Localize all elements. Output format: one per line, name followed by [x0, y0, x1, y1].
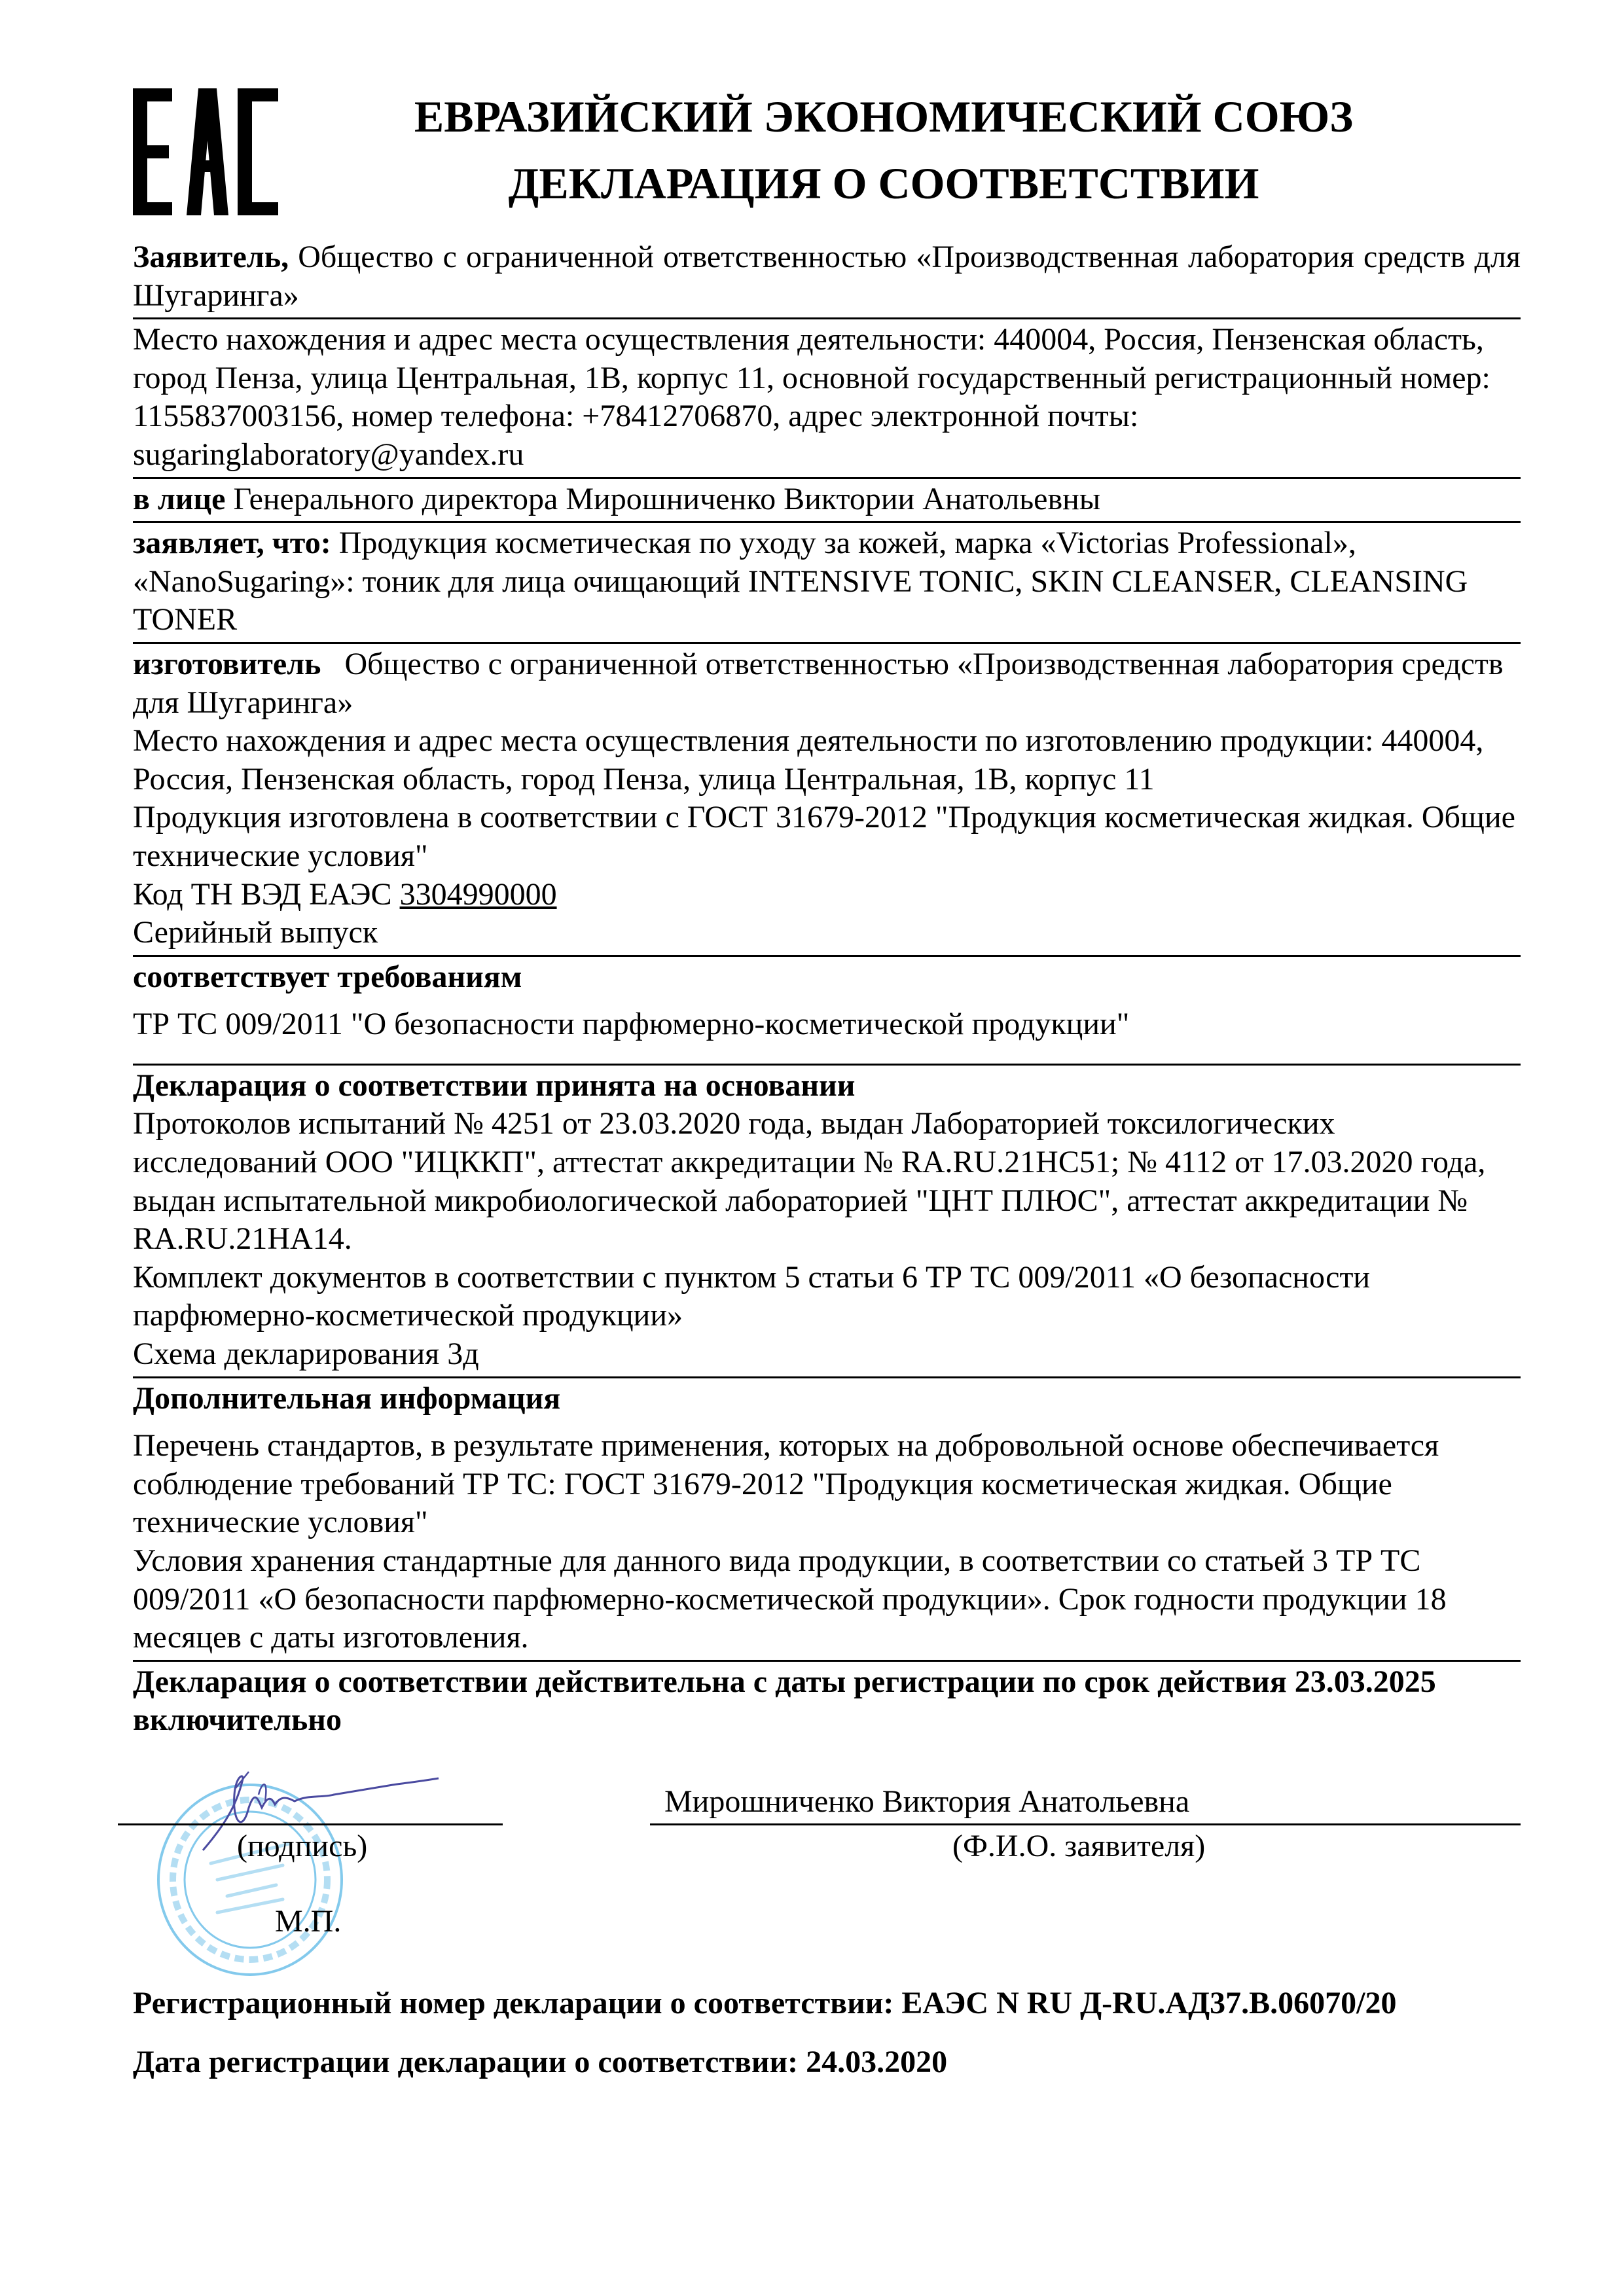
- applicant-label: Заявитель,: [133, 240, 289, 274]
- documents-set: Комплект документов в соответствии с пунктом 5 статьи 6 ТР ТС 009/2011 «О безопасности парфюмерно-косметической продукции»: [133, 1259, 1371, 1333]
- hs-code-label: Код ТН ВЭД ЕАЭС: [133, 876, 400, 912]
- standards-list: Перечень стандартов, в результате применения, которых на добровольной основе обеспечивается соблюдение требований ТР ТС: ГОСТ 31679-2012 "Продукция косметическая жидкая. Общие технические условия": [133, 1428, 1439, 1540]
- validity-statement: Декларация о соответствии действительна с даты регистрации по срок действия 23.03.2025 включительно: [133, 1664, 1436, 1738]
- hs-code: 3304990000: [399, 876, 557, 912]
- declares-label: заявляет, что:: [133, 526, 331, 561]
- product-description: Продукция косметическая по уходу за кожей, марка «Victorias Professional», «NanoSugaring»: тоник для лица очищающий INTENSIVE TONIC, SKIN CLEANSER, CLEANSING TONER: [133, 526, 1468, 637]
- registration-date: Дата регистрации декларации о соответствии: 24.03.2020: [133, 2044, 948, 2079]
- storage-conditions: Условия хранения стандартные для данного вида продукции, в соответствии со статьей 3 ТР ТС 009/2011 «О безопасности парфюмерно-косметической продукции». Срок годности продукции 18 месяцев с даты изготовления.: [133, 1543, 1447, 1655]
- technical-regulation: ТР ТС 009/2011 "О безопасности парфюмерно-косметической продукции": [133, 1007, 1130, 1042]
- document-title: ДЕКЛАРАЦИЯ О СООТВЕТСТВИИ: [508, 158, 1259, 208]
- applicant-address: Место нахождения и адрес места осуществления деятельности: 440004, Россия, Пензенская область, город Пенза, улица Центральная, 1В, корпус 11, основной государственный регистрационный номер: 1155837003156, номер телефона: +78412706870, адрес электронной почты: sugaringlaboratory@yandex.ru: [133, 319, 1521, 478]
- applicant-name: Общество с ограниченной ответственностью «Производственная лаборатория средств для Шугаринга»: [133, 240, 1521, 313]
- declaration-body: [133, 237, 1521, 2081]
- signature-block: [133, 1749, 1521, 1965]
- manufacturing-standard: Продукция изготовлена в соответствии с ГОСТ 31679-2012 "Продукция косметическая жидкая. Общие технические условия": [133, 800, 1515, 873]
- additional-label: Дополнительная информация: [133, 1380, 561, 1416]
- signature-caption: (подпись): [237, 1828, 368, 1863]
- name-line: [650, 1823, 1521, 1825]
- declaration-scheme: Схема декларирования 3д: [133, 1336, 479, 1372]
- representative-section: [133, 479, 1521, 524]
- basis-label: Декларация о соответствии принята на основании: [133, 1067, 856, 1103]
- test-protocols: Протоколов испытаний № 4251 от 23.03.2020 года, выдан Лабораторией токсилогических исследований ООО "ИЦККП", аттестат аккредитации № RA.RU.21НС51; № 4112 от 17.03.2020 года, выдан испытательной микробиологической лабораторией "ЦНТ ПЛЮС", аттестат аккредитации № RA.RU.21НА14.: [133, 1106, 1486, 1257]
- representative-label: в лице: [133, 481, 226, 516]
- seal-caption: М.П.: [275, 1903, 342, 1939]
- conformity-label: соответствует требованиям: [133, 959, 522, 994]
- applicant-full-name: Мирошниченко Виктория Анатольевна: [664, 1784, 1190, 1819]
- basis-section: [133, 1066, 1521, 1378]
- registration-number: Регистрационный номер декларации о соответствии: ЕАЭС N RU Д-RU.АД37.В.06070/20: [133, 1985, 1397, 2020]
- eac-logo: [133, 88, 278, 215]
- manufacturer-section: [133, 644, 1521, 957]
- union-title: ЕВРАЗИЙСКИЙ ЭКОНОМИЧЕСКИЙ СОЮЗ: [414, 92, 1354, 141]
- declares-section: [133, 523, 1521, 644]
- conformity-section: [133, 957, 1521, 1066]
- applicant-section: [133, 237, 1521, 319]
- representative-name: Генерального директора Мирошниченко Виктории Анатольевны: [225, 481, 1101, 516]
- name-caption: (Ф.И.О. заявителя): [952, 1828, 1206, 1863]
- signature-line: [118, 1823, 503, 1825]
- additional-section: [133, 1378, 1521, 1662]
- manufacturer-name: Общество с ограниченной ответственностью «Производственная лаборатория средств для Шугаринга»: [133, 646, 1511, 720]
- manufacturer-address: Место нахождения и адрес места осуществления деятельности по изготовлению продукции: 440004, Россия, Пензенская область, город Пенза, улица Центральная, 1В, корпус 11: [133, 723, 1484, 797]
- production-type: Серийный выпуск: [133, 915, 378, 950]
- manufacturer-label: изготовитель: [133, 646, 321, 681]
